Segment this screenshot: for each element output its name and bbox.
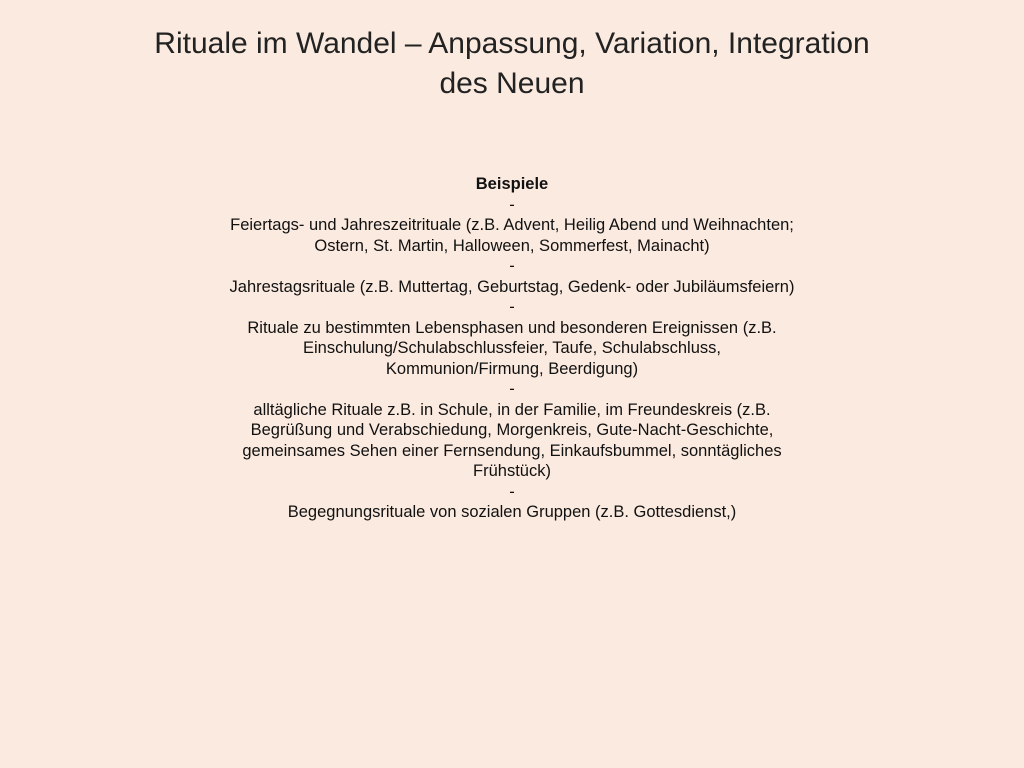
- dash-separator: -: [509, 195, 515, 214]
- example-item-holiday-rituals: [150, 215, 874, 256]
- dash-separator: -: [509, 380, 515, 398]
- example-item-encounter-rituals: [150, 502, 874, 523]
- example-item-line: Ostern, St. Martin, Halloween, Sommerfest, Mainacht): [314, 236, 710, 255]
- example-item-line: Kommunion/Firmung, Beerdigung): [385, 359, 639, 378]
- examples-heading: Beispiele: [475, 175, 549, 193]
- dash-separator: -: [509, 257, 515, 275]
- example-item-line: Feiertags- und Jahreszeitrituale (z.B. Advent, Heilig Abend und Weihnachten;: [230, 216, 794, 234]
- slide-title-line: des Neuen: [439, 67, 585, 100]
- slide-title-line: Rituale im Wandel – Anpassung, Variation, Integration: [154, 27, 870, 60]
- example-item-line: Begrüßung und Verabschiedung, Morgenkreis, Gute-Nacht-Geschichte,: [250, 421, 774, 439]
- example-item-everyday-rituals: [150, 400, 874, 482]
- example-item-line: Begegnungsrituale von sozialen Gruppen (z.B. Gottesdienst,): [287, 503, 737, 521]
- example-item-line: alltägliche Rituale z.B. in Schule, in der Familie, im Freundeskreis (z.B.: [253, 400, 771, 419]
- dash-separator: -: [509, 298, 515, 316]
- example-item-line: Rituale zu bestimmten Lebensphasen und besonderen Ereignissen (z.B.: [247, 318, 777, 337]
- dash-separator: -: [509, 482, 515, 501]
- example-item-line: Frühstück): [473, 462, 551, 480]
- example-item-line: gemeinsames Sehen einer Fernsendung, Einkaufsbummel, sonntägliches: [242, 441, 782, 460]
- example-item-line: Jahrestagsrituale (z.B. Muttertag, Geburtstag, Gedenk- oder Jubiläumsfeiern): [229, 277, 795, 296]
- example-item-life-phase-rituals: [150, 318, 874, 380]
- example-item-line: Einschulung/Schulabschlussfeier, Taufe, Schulabschluss,: [303, 339, 721, 357]
- slide-title: [80, 24, 944, 104]
- slide-body: [150, 174, 874, 523]
- example-item-anniversary-rituals: [150, 277, 874, 298]
